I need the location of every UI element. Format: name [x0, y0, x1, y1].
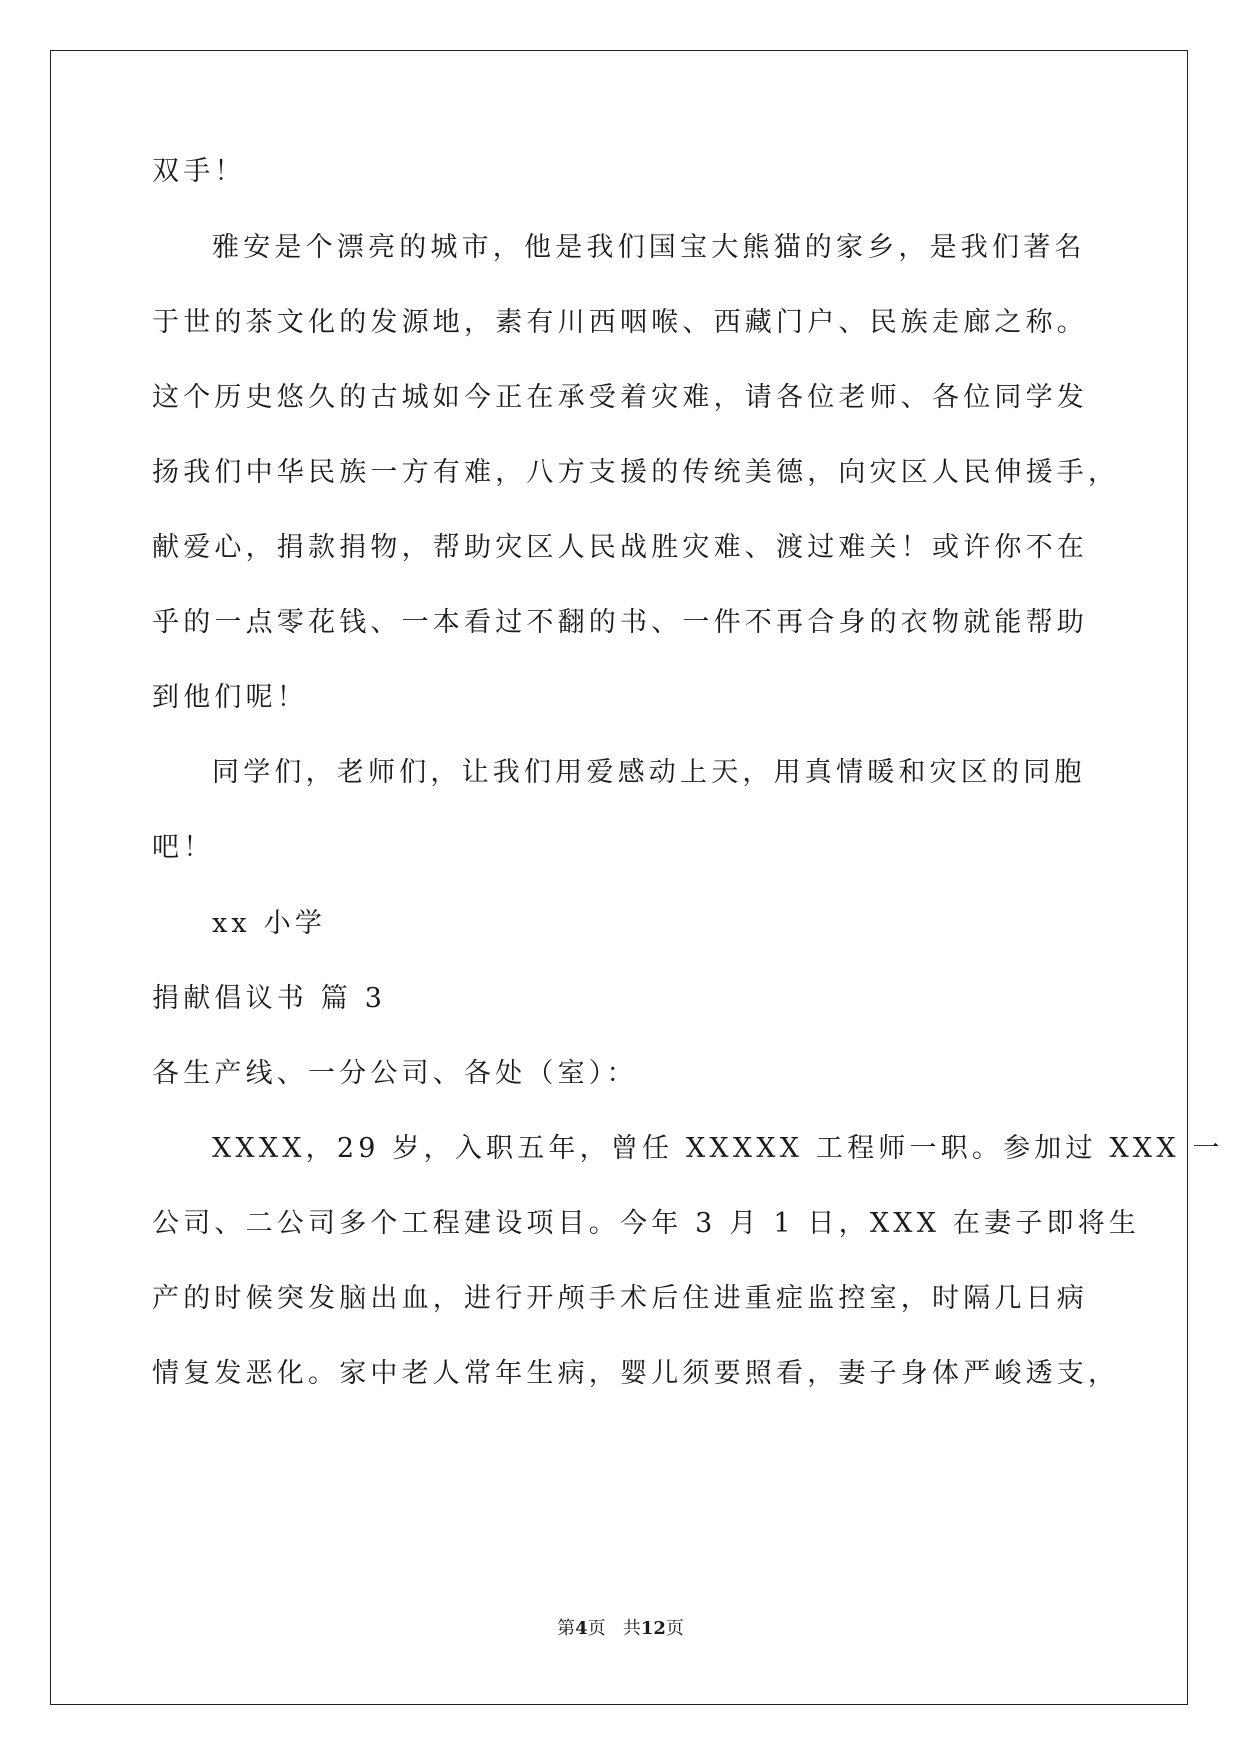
page-border [50, 50, 1188, 1705]
text-line: 吧！ [152, 832, 215, 863]
footer-total-prefix: 共 [622, 1618, 641, 1639]
text-line: 产的时候突发脑出血，进行开颅手术后住进重症监控室，时隔几日病 [152, 1283, 1088, 1314]
text-line: 献爱心，捐款捐物，帮助灾区人民战胜灾难、渡过难关！或许你不在 [152, 532, 1088, 563]
footer-page-unit: 页 [587, 1618, 606, 1639]
text-line: 到他们呢！ [152, 682, 308, 713]
text-line: 扬我们中华民族一方有难，八方支援的传统美德，向灾区人民伸援手， [152, 457, 1120, 488]
footer-prefix: 第 [557, 1618, 576, 1639]
footer-total-unit: 页 [665, 1618, 684, 1639]
text-line: 这个历史悠久的古城如今正在承受着灾难，请各位老师、各位同学发 [152, 382, 1088, 413]
text-line: XXXX，29 岁，入职五年，曾任 XXXXX 工程师一职。参加过 XXX 一 [212, 1133, 1224, 1164]
current-page-number: 4 [575, 1618, 588, 1639]
page-footer [0, 1614, 1241, 1640]
signature-line: xx 小学 [212, 908, 327, 939]
section-heading: 捐献倡议书 篇 3 [152, 983, 387, 1014]
text-line: 雅安是个漂亮的城市，他是我们国宝大熊猫的家乡，是我们著名 [212, 232, 1086, 263]
text-line: 公司、二公司多个工程建设项目。今年 3 月 1 日，XXX 在妻子即将生 [152, 1208, 1141, 1239]
salutation: 各生产线、一分公司、各处（室）： [152, 1058, 638, 1089]
text-line: 于世的茶文化的发源地，素有川西咽喉、西藏门户、民族走廊之称。 [152, 307, 1088, 338]
text-line: 乎的一点零花钱、一本看过不翻的书、一件不再合身的衣物就能帮助 [152, 607, 1088, 638]
total-pages-number: 12 [640, 1618, 666, 1639]
text-line: 情复发恶化。家中老人常年生病，婴儿须要照看，妻子身体严峻透支， [152, 1358, 1120, 1389]
text-line: 双手！ [152, 156, 246, 187]
text-line: 同学们，老师们，让我们用爱感动上天，用真情暖和灾区的同胞 [212, 757, 1086, 788]
